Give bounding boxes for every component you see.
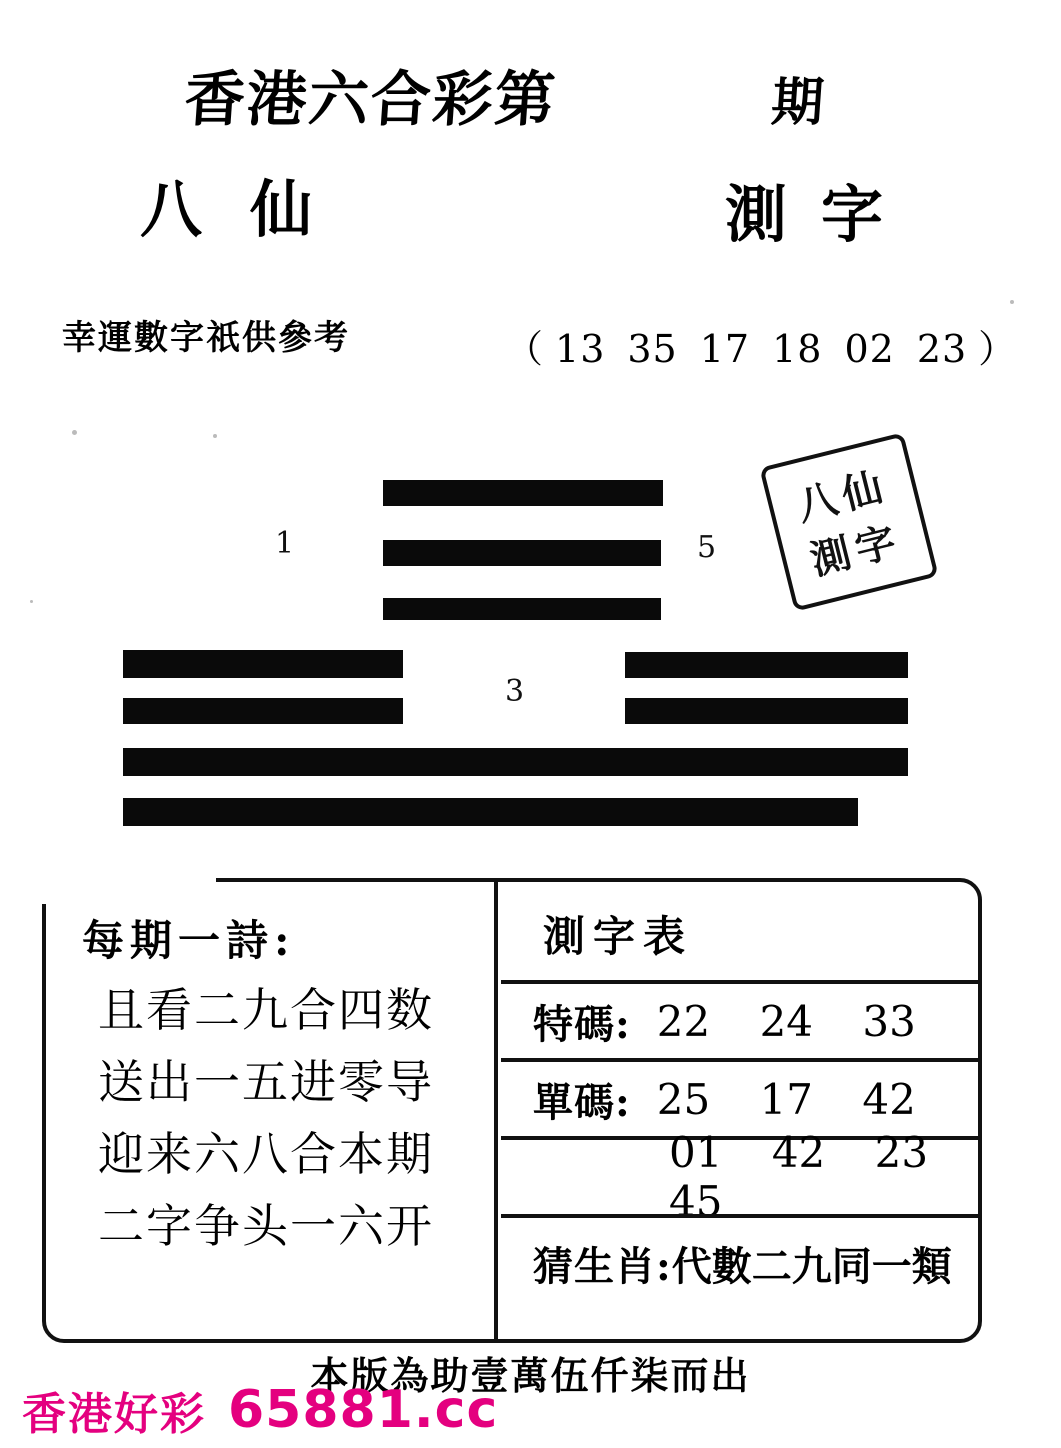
hexagram-bar [383,540,661,566]
number-cell: 24 [759,996,814,1046]
hexagram-label-center: 3 [505,674,525,709]
panel-divider [494,882,498,1339]
lucky-number: 23 [916,327,968,371]
subtitle-right: 測字 [725,178,918,251]
number-cell: 42 [771,1128,826,1177]
hexagram-label-right: 5 [697,530,717,565]
table-row [501,1128,978,1226]
number-cell: 45 [669,1177,723,1226]
number-cell: 01 [669,1128,723,1177]
row-values [639,997,934,1046]
lucky-close-paren: ） [978,327,1018,371]
number-cell: 22 [656,996,711,1046]
number-table [501,882,978,1339]
lucky-number: 02 [844,327,895,371]
footer-note: 本版為助壹萬伍仟柒而出 [310,1353,751,1398]
hexagram-bar [123,650,403,678]
stamp-line-2: 測字 [805,516,907,585]
row-label: 特碼: [533,1000,631,1048]
watermark-text: 香港好彩 [22,1389,206,1440]
lucky-number: 13 [555,327,606,371]
number-cell: 25 [656,1074,711,1124]
poem-line: 送出一五进零导 [98,1055,434,1109]
speckle [1010,300,1014,304]
lucky-numbers [505,318,1017,373]
lucky-number: 18 [772,327,823,371]
watermark-domain: 65881.cc [228,1380,499,1440]
row-values [639,1075,934,1124]
hexagram-bar [625,698,908,724]
number-cell: 42 [862,1074,916,1124]
watermark [22,1378,498,1442]
hexagram-bar [123,698,403,724]
poem-column [64,896,489,1262]
lucky-number: 35 [627,327,678,371]
table-title: 測字表 [543,912,694,961]
page-title-period: 期 [769,72,826,133]
header-title-row [0,52,1061,138]
zodiac-label: 猜生肖: [533,1243,672,1290]
poem-title: 每期一詩: [82,916,296,965]
hexagram-bar [123,798,858,826]
hexagram-graphic [0,430,1061,860]
bazian-stamp [759,432,938,611]
hexagram-bar [383,480,663,506]
stamp-line-1: 八仙 [792,462,893,531]
hexagram-bar [123,748,908,776]
zodiac-value: 代數二九同一類 [671,1243,952,1290]
lucky-open-paren: （ [505,327,545,371]
poem-line: 且看二九合四数 [98,983,434,1037]
table-row [501,980,978,1058]
number-cell: 23 [874,1128,929,1177]
page-title: 香港六合彩第 [182,65,560,135]
lucky-number-label: 幸運數字祇供參考 [62,318,350,358]
number-cell: 33 [862,996,916,1046]
poem-line: 二字争头一六开 [98,1199,434,1253]
hexagram-label-left: 1 [275,526,295,561]
subtitle-left: 八仙 [140,173,361,246]
row-label: 單碼: [533,1078,631,1126]
number-cell: 17 [759,1074,814,1124]
row-values [651,1128,978,1226]
poem-line: 迎来六八合本期 [98,1127,434,1181]
hexagram-bar [383,598,661,620]
table-row [501,1058,978,1136]
zodiac-row [501,1214,978,1309]
hexagram-bar [625,652,908,678]
lucky-number: 17 [699,327,751,371]
bottom-panel [42,878,982,1343]
